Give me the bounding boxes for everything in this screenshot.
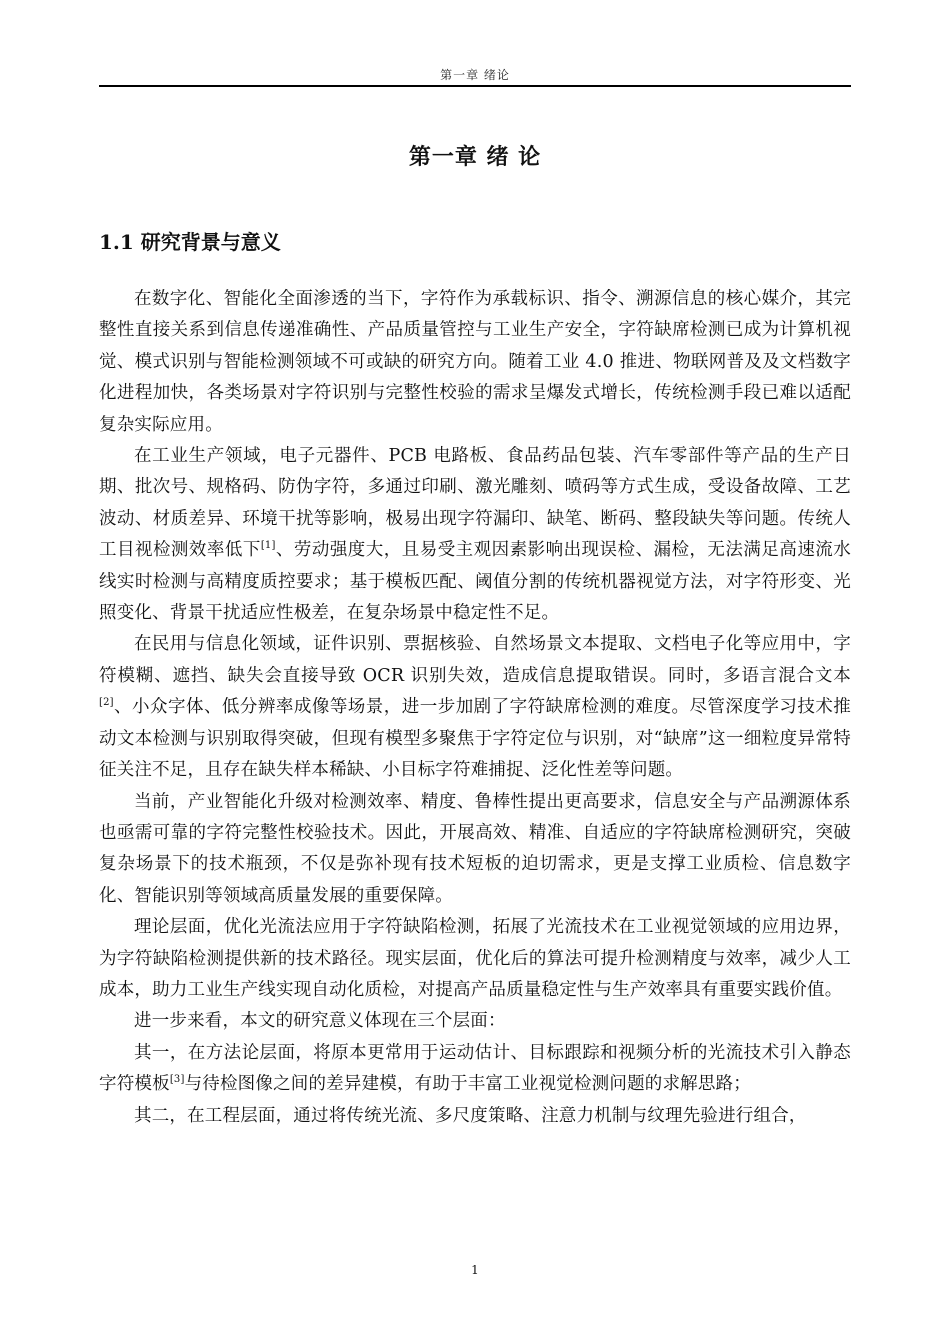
body-paragraph [99,629,851,786]
paragraph-text: 、小众字体、低分辨率成像等场景，进一步加剧了字符缺席检测的难度。尽管深度学习技术推动文本检测与识别取得突破，但现有模型多聚焦于字符定位与识别，对“缺席”这一细粒度异常特征关注不足，且存在缺失样本稀缺、小目标字符难捕捉、泛化性差等问题。 [99,697,851,781]
paragraph-text: 理论层面，优化光流法应用于字符缺陷检测，拓展了光流技术在工业视觉领域的应用边界，为字符缺陷检测提供新的技术路径。现实层面，优化后的算法可提升检测精度与效率，减少人工成本，助力工业生产线实现自动化质检，对提高产品质量稳定性与生产效率具有重要实践价值。 [99,917,851,1000]
body-paragraph [99,1006,851,1037]
body-paragraph [99,1038,851,1101]
body-paragraph [99,787,851,913]
citation-marker: [3] [169,1074,185,1086]
body-paragraph [99,284,851,441]
running-header: 第一章 绪论 [440,68,510,82]
paragraph-text: 进一步来看，本文的研究意义体现在三个层面： [134,1011,506,1032]
body-text [99,284,851,1132]
body-paragraph [99,912,851,1006]
citation-marker: [1] [260,540,276,552]
paragraph-text: 在数字化、智能化全面渗透的当下，字符作为承载标识、指令、溯源信息的核心媒介，其完整性直接关系到信息传递准确性、产品质量管控与工业生产安全，字符缺席检测已成为计算机视觉、模式识别与智能检测领域不可或缺的研究方向。随着工业 4.0 推进、物联网普及及文档数字化进程加快，各类场景对字符识别与完整性校验的需求呈爆发式增长，传统检测手段已难以适配复杂实际应用。 [99,289,851,435]
body-paragraph [99,441,851,629]
header-rule [99,85,851,87]
section-heading: 1.1 研究背景与意义 [99,230,281,254]
chapter-title: 第一章 绪 论 [408,144,542,170]
paragraph-text: 在工业生产领域，电子元器件、PCB 电路板、食品药品包装、汽车零部件等产品的生产日期、批次号、规格码、防伪字符，多通过印刷、激光雕刻、喷码等方式生成，受设备故障、工艺波动、材质差异、环境干扰等影响，极易出现字符漏印、缺笔、断码、整段缺失等问题。传统人工目视检测效率低下 [99,446,851,561]
paragraph-text: 其一，在方法论层面，将原本更常用于运动估计、目标跟踪和视频分析的光流技术引入静态字符模板 [99,1042,851,1095]
body-paragraph [99,1101,851,1132]
citation-marker: [2] [99,697,114,709]
page-number: 1 [471,1263,479,1277]
paragraph-text: 其二，在工程层面，通过将传统光流、多尺度策略、注意力机制与纹理先验进行组合， [134,1105,807,1126]
paragraph-text: 当前，产业智能化升级对检测效率、精度、鲁棒性提出更高要求，信息安全与产品溯源体系也亟需可靠的字符完整性校验技术。因此，开展高效、精准、自适应的字符缺席检测研究，突破复杂场景下的技术瓶颈，不仅是弥补现有技术短板的迫切需求，更是支撑工业质检、信息数字化、智能识别等领域高质量发展的重要保障。 [99,791,851,906]
paragraph-text: 在民用与信息化领域，证件识别、票据核验、自然场景文本提取、文档电子化等应用中，字符模糊、遮挡、缺失会直接导致 OCR 识别失效，造成信息提取错误。同时，多语言混合文本 [99,634,851,686]
paragraph-text: 、劳动强度大，且易受主观因素影响出现误检、漏检，无法满足高速流水线实时检测与高精度质控要求；基于模板匹配、阈值分割的传统机器视觉方法，对字符形变、光照变化、背景干扰适应性极差，在复杂场景中稳定性不足。 [99,540,851,624]
paragraph-text: 与待检图像之间的差异建模，有助于丰富工业视觉检测问题的求解思路； [184,1074,751,1095]
